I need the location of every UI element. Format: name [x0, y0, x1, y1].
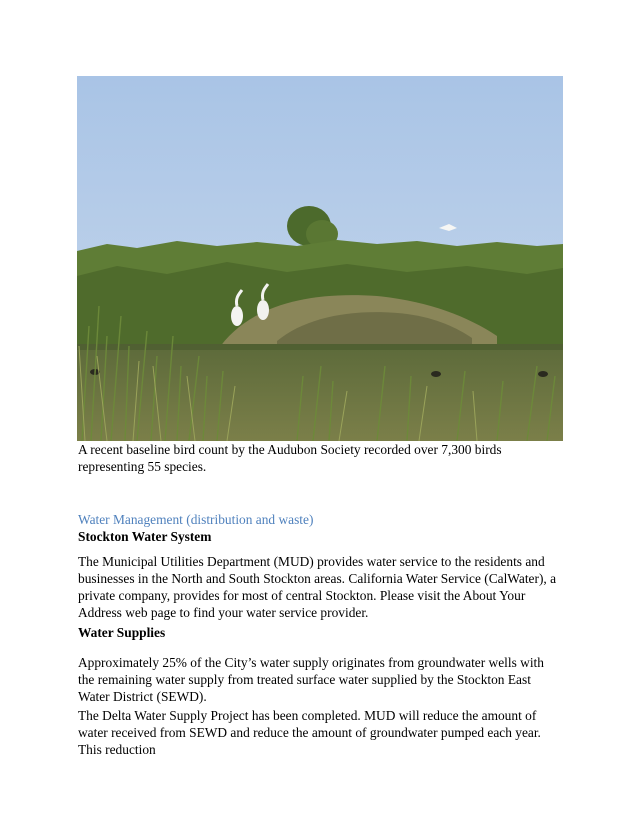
- section-title: Water Management (distribution and waste): [78, 512, 314, 527]
- wetland-photo: [77, 76, 563, 441]
- photo-caption: A recent baseline bird count by the Audubon Society recorded over 7,300 birds representing 55 species.: [78, 442, 502, 474]
- paragraph-water-service: The Municipal Utilities Department (MUD) provides water service to the residents and businesses in the North and South Stockton areas. California Water Service (CalWater), a private company, provides for most of central Stockton. Please visit the About Your Address web page to find your water service provider.: [78, 554, 557, 620]
- heading-water-supplies: Water Supplies: [78, 625, 166, 640]
- heading-stockton-water-system: Stockton Water System: [78, 529, 212, 544]
- paragraph-delta-project: The Delta Water Supply Project has been completed. MUD will reduce the amount of water received from SEWD and reduce the amount of groundwater pumped each year. This reduction: [78, 708, 541, 757]
- paragraph-water-supply-sources: Approximately 25% of the City’s water supply originates from groundwater wells with the remaining water supply from treated surface water supplied by the Stockton East Water District (SEWD).: [78, 655, 544, 704]
